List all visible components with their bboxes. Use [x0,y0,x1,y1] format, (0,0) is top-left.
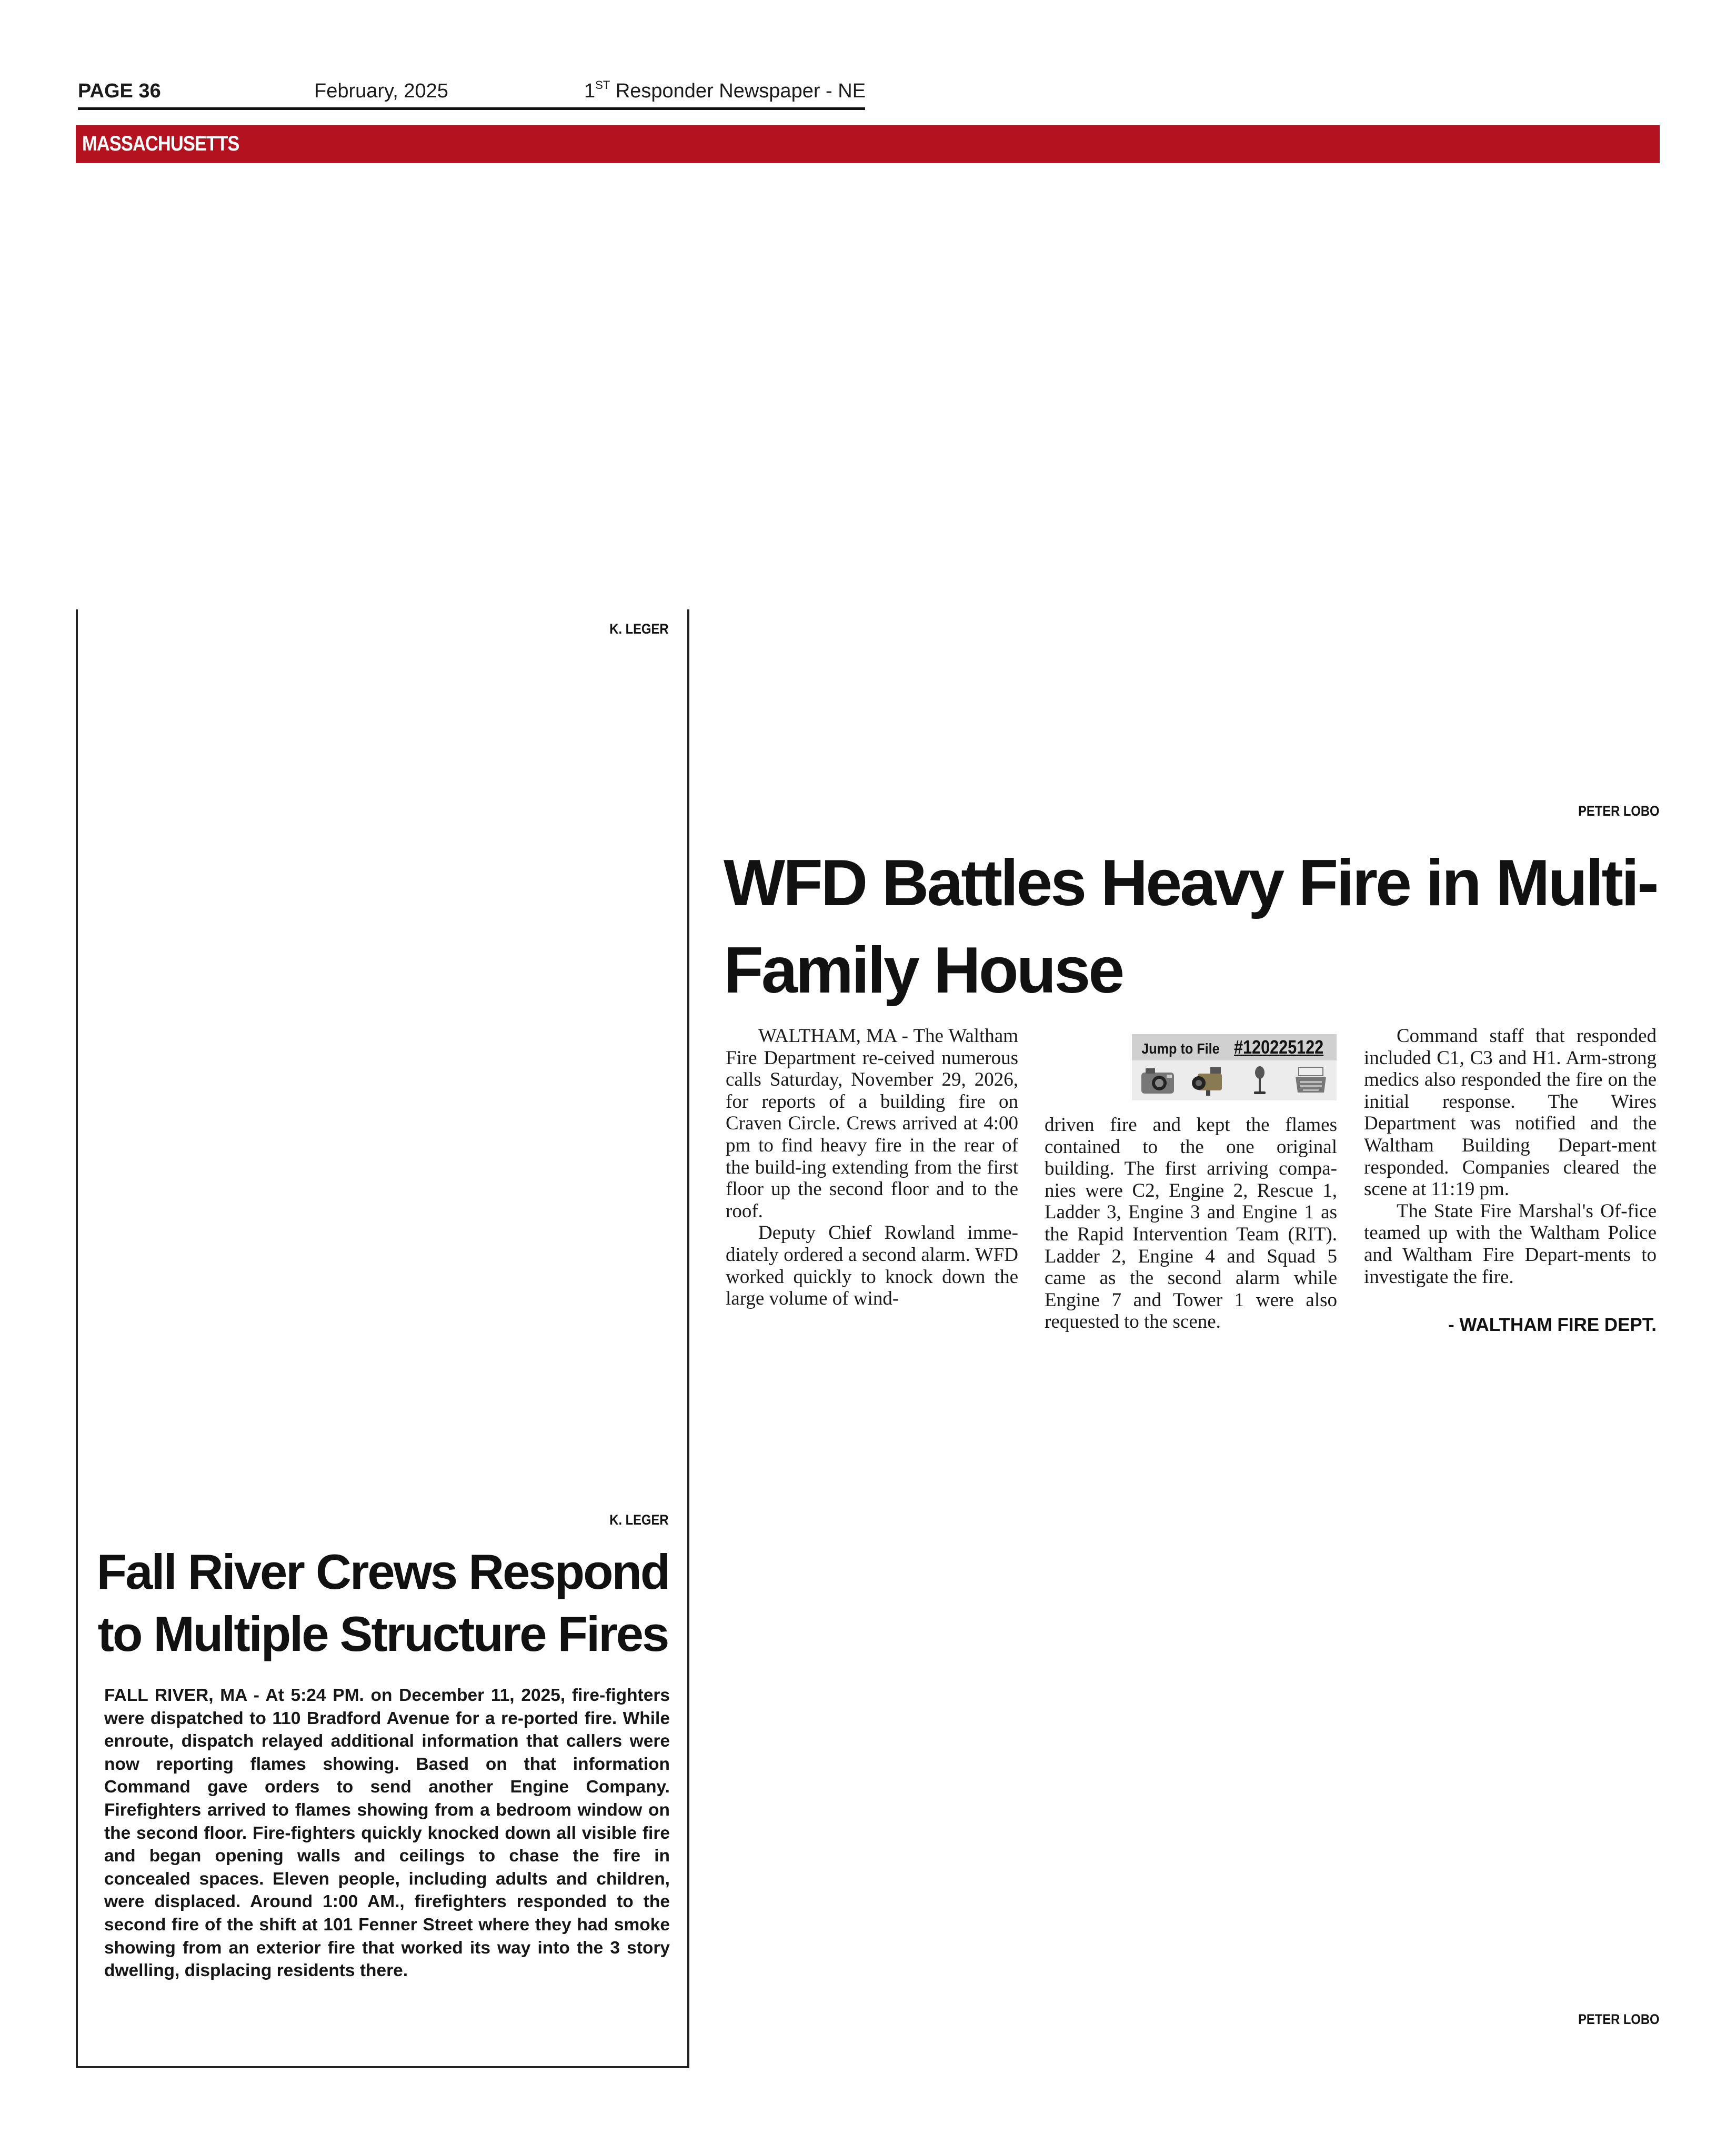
article-column-2 [1045,1114,1337,1333]
fall-river-headline: Fall River Crews Respond to Multiple Structure Fires [96,1544,669,1661]
waltham-headline: WFD Battles Heavy Fire in Multi-Family House [724,847,1657,1007]
microphone-icon[interactable] [1241,1064,1278,1097]
jump-to-file-box[interactable] [1132,1034,1337,1100]
typewriter-icon[interactable] [1292,1064,1329,1097]
article-signoff: - WALTHAM FIRE DEPT. [1448,1315,1657,1335]
page-number: PAGE 36 [78,80,161,102]
header-rule [78,107,865,110]
jump-to-file-number[interactable]: #120225122 [1234,1036,1324,1058]
camera-icon[interactable] [1139,1064,1176,1097]
publication-superscript: ST [595,78,610,92]
publication-name [584,80,866,103]
photo-credit: PETER LOBO [1578,803,1660,819]
publication-rest: Responder Newspaper - NE [610,80,866,102]
publication-prefix: 1 [584,80,596,102]
article-paragraph: Command staff that responded included C1, C3 and H1. Arm-strong medics also responded the fire on the initial response. The Wires Department was notified and the Waltham Building Depart-ment responded. Companies cleared the scene at 11:19 pm. [1364,1025,1657,1200]
issue-date: February, 2025 [314,80,448,102]
article-paragraph: The State Fire Marshal's Of-fice teamed up with the Waltham Police and Waltham Fire Depart-ments to investigate the fire. [1364,1200,1657,1288]
article-paragraph: driven fire and kept the flames contained to the one original building. The first arriving compa-nies were C2, Engine 2, Rescue 1, Ladder 3, Engine 3 and Engine 1 as the Rapid Intervention Team (RIT). Ladder 2, Engine 4 and Squad 5 came as the second alarm while Engine 7 and Tower 1 were also requested to the scene. [1045,1114,1337,1333]
article-paragraph: Deputy Chief Rowland imme-diately ordered a second alarm. WFD worked quickly to knock down the large volume of wind- [726,1222,1018,1310]
article-column-1 [726,1025,1018,1310]
fall-river-body: FALL RIVER, MA - At 5:24 PM. on December 11, 2025, fire-fighters were dispatched to 110 Bradford Avenue for a re-ported fire. While enroute, dispatch relayed additional information that callers were now reporting flames showing. Based on that information Command gave orders to send another Engine Company. Firefighters arrived to flames showing from a bedroom window on the second floor. Fire-fighters quickly knocked down all visible fire and began opening walls and ceilings to chase the fire in concealed spaces. Eleven people, including adults and children, were displaced. Around 1:00 AM., firefighters responded to the second fire of the shift at 101 Fenner Street where they had smoke showing from an exterior fire that worked its way into the 3 story dwelling, displacing residents there. [104,1686,670,1981]
video-camera-icon[interactable] [1190,1064,1227,1097]
section-band [76,125,1660,163]
media-icons [1132,1060,1337,1100]
jump-to-file-text: Jump to File [1141,1040,1220,1057]
photo-credit: PETER LOBO [1578,2011,1660,2027]
section-label: MASSACHUSETTS [82,132,239,155]
article-paragraph: WALTHAM, MA - The Waltham Fire Department re-ceived numerous calls Saturday, November 29, 2026, for reports of a building fire on Craven Circle. Crews arrived at 4:00 pm to find heavy fire in the rear of the build-ing extending from the first floor up the second floor and to the roof. [726,1025,1018,1222]
photo-credit: K. LEGER [609,621,669,637]
article-column-3 [1364,1025,1657,1288]
photo-credit: K. LEGER [609,1512,669,1528]
jump-to-file-label [1132,1034,1337,1060]
